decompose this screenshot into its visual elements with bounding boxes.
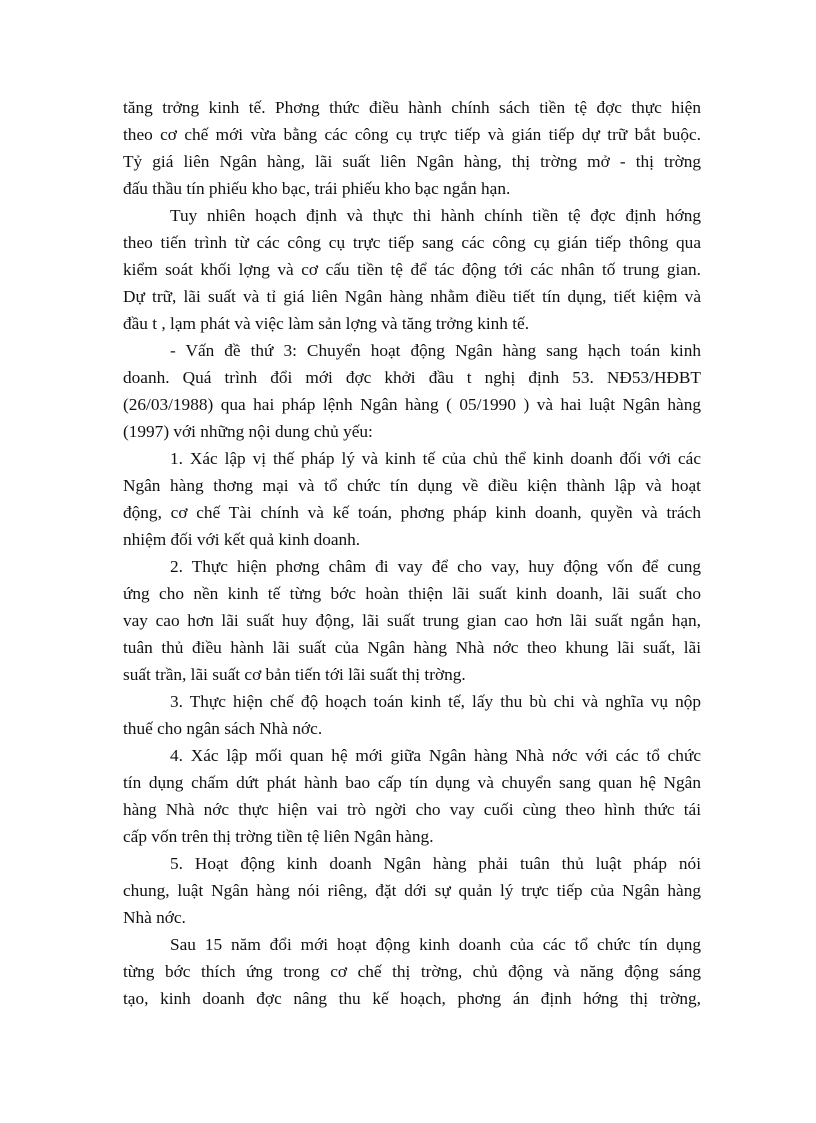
paragraph [123, 445, 701, 553]
text-line: tăng trởng kinh tế. Phơng thức điều hành chính sách tiền tệ đợc thực hiện [123, 98, 701, 117]
text-line: Tỷ giá liên Ngân hàng, lãi suất liên Ngân hàng, thị trờng mở - thị trờng [123, 152, 701, 171]
text-line: suất trần, lãi suất cơ bản tiến tới lãi suất thị trờng. [123, 665, 466, 684]
text-line: Dự trữ, lãi suất và tỉ giá liên Ngân hàng nhằm điều tiết tín dụng, tiết kiệm và [123, 287, 701, 306]
body-text [123, 94, 701, 1012]
text-line: Nhà nớc. [123, 908, 186, 927]
text-line: theo cơ chế mới vừa bằng các công cụ trực tiếp và gián tiếp dự trữ bắt buộc. [123, 125, 701, 144]
text-line: Sau 15 năm đổi mới hoạt động kinh doanh của các tổ chức tín dụng [170, 935, 701, 954]
document-page [123, 94, 701, 1012]
text-line: tín dụng chấm dứt phát hành bao cấp tín dụng và chuyển sang quan hệ Ngân [123, 773, 701, 792]
text-line: 5. Hoạt động kinh doanh Ngân hàng phải tuân thủ luật pháp nói [170, 854, 701, 873]
text-line: từng bớc thích ứng trong cơ chế thị trờng, chủ động và năng động sáng [123, 962, 701, 981]
text-line: đấu thầu tín phiếu kho bạc, trái phiếu kho bạc ngắn hạn. [123, 179, 511, 198]
paragraph [123, 337, 701, 445]
text-line: động, cơ chế Tài chính và kế toán, phơng pháp kinh doanh, quyền và trách [123, 503, 701, 522]
text-line: 1. Xác lập vị thế pháp lý và kinh tế của chủ thể kinh doanh đối với các [170, 449, 701, 468]
text-line: ứng cho nền kinh tế từng bớc hoàn thiện lãi suất kinh doanh, lãi suất cho [123, 584, 701, 603]
paragraph [123, 202, 701, 337]
paragraph [123, 931, 701, 1012]
text-line: (1997) với những nội dung chủ yếu: [123, 422, 373, 441]
paragraph [123, 742, 701, 850]
text-line: doanh. Quá trình đổi mới đợc khởi đầu t nghị định 53. NĐ53/HĐBT [123, 368, 701, 387]
text-line: đầu t , lạm phát và việc làm sản lợng và tăng trởng kinh tế. [123, 314, 530, 333]
paragraph [123, 850, 701, 931]
text-line: (26/03/1988) qua hai pháp lệnh Ngân hàng ( 05/1990 ) và hai luật Ngân hàng [123, 395, 701, 414]
text-line: 3. Thực hiện chế độ hoạch toán kinh tế, lấy thu bù chi và nghĩa vụ nộp [170, 692, 701, 711]
paragraph [123, 553, 701, 688]
text-line: thuế cho ngân sách Nhà nớc. [123, 719, 323, 738]
text-line: kiểm soát khối lợng và cơ cấu tiền tệ để tác động tới các nhân tố trung gian. [123, 260, 701, 279]
text-line: vay cao hơn lãi suất huy động, lãi suất trung gian cao hơn lãi suất ngắn hạn, [123, 611, 701, 630]
text-line: tuân thủ điều hành lãi suất của Ngân hàng Nhà nớc theo khung lãi suất, lãi [123, 638, 701, 657]
text-line: 4. Xác lập mối quan hệ mới giữa Ngân hàng Nhà nớc với các tổ chức [170, 746, 701, 765]
text-line: tạo, kinh doanh đợc nâng thu kế hoạch, phơng án định hớng thị trờng, [123, 989, 701, 1008]
paragraph [123, 94, 701, 202]
text-line: - Vấn đề thứ 3: Chuyển hoạt động Ngân hàng sang hạch toán kinh [170, 341, 701, 360]
text-line: theo tiến trình từ các công cụ trực tiếp sang các công cụ gián tiếp thông qua [123, 233, 701, 252]
text-line: cấp vốn trên thị trờng tiền tệ liên Ngân hàng. [123, 827, 434, 846]
text-line: nhiệm đối với kết quả kinh doanh. [123, 530, 361, 549]
text-line: Ngân hàng thơng mại và tổ chức tín dụng về điều kiện thành lập và hoạt [123, 476, 701, 495]
text-line: chung, luật Ngân hàng nói riêng, đặt dới sự quản lý trực tiếp của Ngân hàng [123, 881, 701, 900]
text-line: Tuy nhiên hoạch định và thực thi hành chính tiền tệ đợc định hớng [170, 206, 701, 225]
text-line: hàng Nhà nớc thực hiện vai trò ngời cho vay cuối cùng theo hình thức tái [123, 800, 701, 819]
paragraph [123, 688, 701, 742]
text-line: 2. Thực hiện phơng châm đi vay để cho vay, huy động vốn để cung [170, 557, 701, 576]
